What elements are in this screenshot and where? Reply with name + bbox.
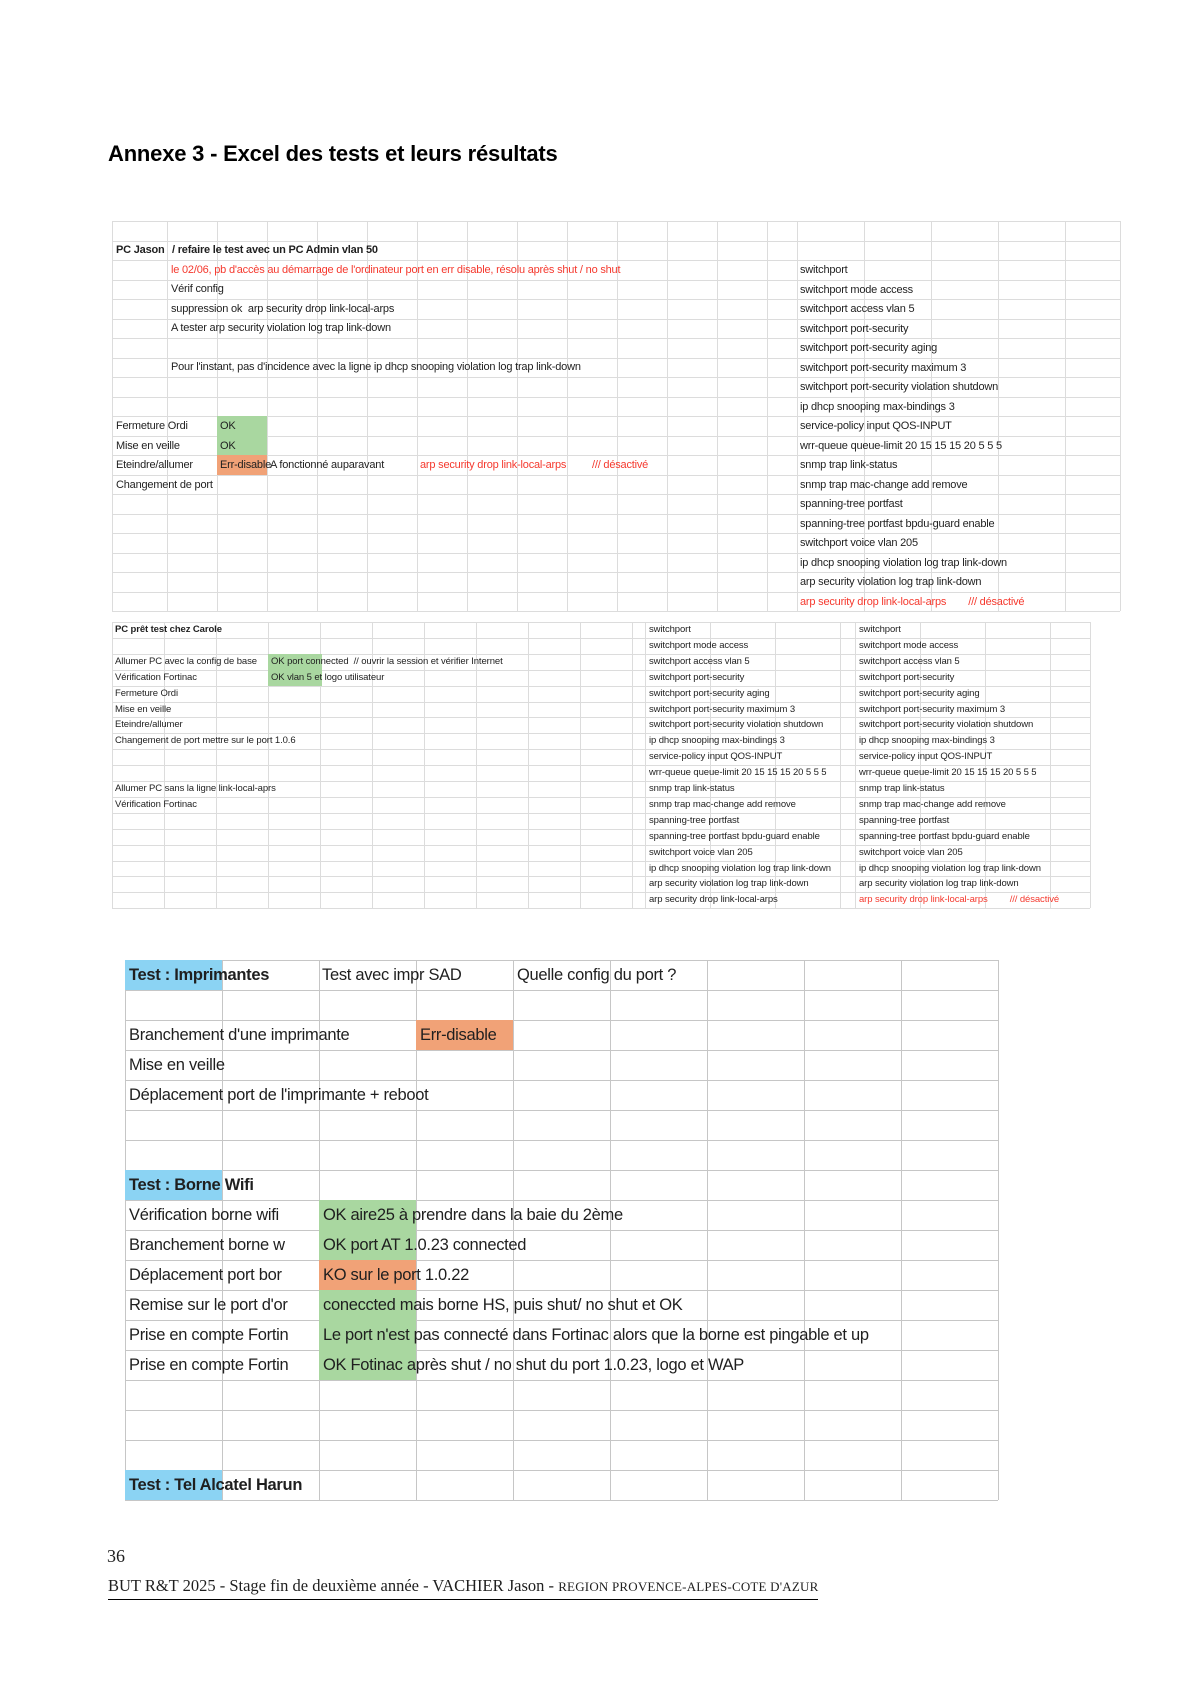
sheet1-command-cell-disabled [800, 592, 1024, 612]
sheet1-command-cell: switchport port-security aging [800, 342, 938, 354]
sheet3-wifi-title: Test : Borne Wifi [129, 1176, 254, 1194]
sheet1-test-result: Err-disable [220, 459, 271, 471]
sheet2-row-label: Allumer PC sans la ligne link-local-aprs [115, 783, 276, 794]
sheet3-gridline-h [125, 1380, 998, 1381]
sheet2-row-label: Fermeture Ordi [115, 688, 179, 699]
sheet2-gridline-v [528, 622, 529, 908]
sheet1-gridline-v [717, 221, 718, 611]
sheet3-gridline-v [610, 960, 611, 1500]
sheet3-wifi-row-label: Vérification borne wifi [129, 1206, 279, 1224]
sheet3-wifi-row-value: Le port n'est pas connecté dans Fortinac alors que la borne est pingable et up [323, 1326, 869, 1344]
sheet2-col2-command-cell: switchport mode access [859, 639, 959, 651]
sheet1-test-label: Fermeture Ordi [116, 420, 188, 432]
sheet1-gridline-v [667, 221, 668, 611]
sheet2-col1-command-cell: switchport port-security violation shutdown [649, 719, 824, 731]
sheet3-gridline-h [125, 990, 998, 991]
sheet2-col2-command-cell: switchport [859, 624, 901, 635]
sheet1-note-incidence: Pour l'instant, pas d'incidence avec la ligne ip dhcp snooping violation log trap link-down [171, 361, 581, 373]
sheet3-wifi-row-label: Branchement borne w [129, 1236, 285, 1254]
sheet2-row-label: Changement de port mettre sur le port 1.0.6 [115, 735, 296, 746]
sheet2-col1-command-cell: snmp trap mac-change add remove [649, 798, 796, 810]
sheet1-command-cell: switchport [800, 264, 848, 276]
sheet2-col2-command-cell: spanning-tree portfast [859, 814, 950, 826]
sheet1-note-a-tester: A tester arp security violation log trap link-down [171, 322, 391, 334]
sheet3-gridline-h [125, 1050, 998, 1051]
sheet2-row-label: Vérification Fortinac [115, 672, 197, 683]
sheet2-col2-command-cell: switchport voice vlan 205 [859, 846, 963, 858]
sheet2-col1-command-cell: switchport [649, 624, 691, 635]
sheet1-test-red-note: arp security drop link-local-arps [420, 459, 567, 471]
sheet3-imprimantes-row-label: Mise en veille [129, 1056, 225, 1074]
sheet2-col1-command-cell: spanning-tree portfast [649, 814, 740, 826]
sheet3-gridline-v [998, 960, 999, 1500]
sheet2-row-label: Vérification Fortinac [115, 799, 197, 810]
sheet3-imprimantes-row-label: Déplacement port de l'imprimante + reboot [129, 1086, 429, 1104]
sheet1-command-cell: ip dhcp snooping max-bindings 3 [800, 400, 955, 413]
footer-region: REGION PROVENCE-ALPES-COTE D'AZUR [558, 1579, 819, 1594]
sheet3-gridline-v [125, 960, 126, 1500]
sheet1-note-suppression: suppression ok arp security drop link-local-arps [171, 303, 395, 315]
page-title: Annexe 3 - Excel des tests et leurs résultats [108, 141, 558, 166]
sheet1-command-cell: switchport access vlan 5 [800, 303, 915, 315]
sheet3-wifi-row-value: OK aire25 à prendre dans la baie du 2ème [323, 1206, 623, 1224]
sheet3-gridline-v [901, 960, 902, 1500]
sheet2-col1-command-cell: switchport access vlan 5 [649, 655, 750, 667]
sheet3-gridline-h [125, 1440, 998, 1441]
sheet2-col1-command-cell: switchport voice vlan 205 [649, 846, 753, 858]
sheet1-command-cell: switchport mode access [800, 283, 913, 296]
sheet3-wifi-row-value: coneccted mais borne HS, puis shut/ no shut et OK [323, 1296, 683, 1314]
sheet3-gridline-h [125, 1410, 998, 1411]
sheet1-command-cell: switchport port-security violation shutdown [800, 381, 999, 393]
sheet1-command-cell: ip dhcp snooping violation log trap link-down [800, 556, 1007, 569]
sheet1-test-label: Mise en veille [116, 439, 180, 452]
sheet2-col2-command-cell: switchport access vlan 5 [859, 655, 960, 667]
sheet2-col2-command-cell: switchport port-security violation shutdown [859, 719, 1034, 731]
sheet1-command-cell: snmp trap link-status [800, 459, 898, 471]
sheet2-gridline-v [645, 622, 646, 908]
sheet2-col2-last-command: arp security drop link-local-arps [859, 894, 988, 906]
sheet1-gridline-h [112, 338, 1120, 339]
sheet3-wifi-row-label: Remise sur le port d'or [129, 1296, 288, 1314]
sheet2-row-label: Eteindre/allumer [115, 719, 183, 730]
sheet2-col1-command-cell: switchport port-security [649, 671, 745, 683]
sheet2-col1-command-cell: service-policy input QOS-INPUT [649, 751, 783, 763]
sheet1-gridline-v [112, 221, 113, 611]
sheet1-test-label: Eteindre/allumer [116, 459, 193, 471]
footer [108, 1576, 818, 1600]
sheet2-col2-command-cell: arp security violation log trap link-down [859, 878, 1019, 890]
sheet2-col2-command-cell: switchport port-security maximum 3 [859, 703, 1005, 715]
sheet2-title: PC prêt test chez Carole [115, 624, 222, 635]
sheet3-wifi-row-label: Déplacement port bor [129, 1266, 282, 1284]
sheet3-gridline-h [125, 1140, 998, 1141]
sheet1-gridline-h [112, 221, 1120, 222]
sheet3-gridline-h [125, 1110, 998, 1111]
sheet2-gridline-v [855, 622, 856, 908]
sheet1-gridline-v [1065, 221, 1066, 611]
sheet1-command-cell: switchport voice vlan 205 [800, 537, 918, 549]
sheet2-col2-command-cell: switchport port-security [859, 671, 955, 683]
sheet2-gridline-v [580, 622, 581, 908]
sheet2-col1-command-cell: ip dhcp snooping max-bindings 3 [649, 735, 785, 747]
sheet2-col1-command-cell: wrr-queue queue-limit 20 15 15 15 20 5 5 5 [649, 767, 827, 779]
sheet2-col2-command-cell-disabled [859, 892, 1059, 908]
sheet2-col2-command-cell: ip dhcp snooping violation log trap link-down [859, 862, 1041, 874]
sheet3-imprimantes-col2: Test avec impr SAD [322, 966, 462, 984]
sheet3-imprimantes-title: Test : Imprimantes [129, 966, 270, 984]
sheet2-gridline-v [840, 622, 841, 908]
sheet1-test-result: OK [220, 439, 236, 452]
sheet2-col1-command-cell: spanning-tree portfast bpdu-guard enable [649, 830, 820, 842]
sheet2-col2-disabled-flag: /// désactivé [1009, 894, 1060, 906]
sheet2-gridline-v [632, 622, 633, 908]
sheet2-row-value: OK vlan 5 et logo utilisateur [271, 672, 385, 683]
sheet1-gridline-v [1120, 221, 1121, 611]
sheet2-col2-command-cell: switchport port-security aging [859, 687, 980, 699]
sheet2-gridline-v [1050, 622, 1051, 908]
sheet1-gridline-v [797, 221, 798, 611]
sheet1-test-disabled-flag: /// désactivé [592, 459, 649, 471]
sheet1-title-note: / refaire le test avec un PC Admin vlan 50 [172, 244, 378, 256]
sheet2-row-label: Allumer PC avec la config de base [115, 656, 257, 667]
sheet2-gridline-h [112, 622, 1090, 623]
sheet1-gridline-v [767, 221, 768, 611]
sheet1-command-cell: switchport port-security [800, 322, 909, 335]
sheet1-test-note: A fonctionné auparavant [270, 459, 385, 471]
sheet2-col1-command-cell: ip dhcp snooping violation log trap link-down [649, 862, 831, 874]
sheet1-test-result: OK [220, 420, 236, 432]
sheet2-col1-command-cell: switchport port-security maximum 3 [649, 703, 795, 715]
sheet2-gridline-v [112, 622, 113, 908]
sheet3-tel-title: Test : Tel Alcatel Harun [129, 1476, 303, 1494]
sheet2-col2-command-cell: spanning-tree portfast bpdu-guard enable [859, 830, 1030, 842]
sheet2-col1-command-cell: arp security violation log trap link-down [649, 878, 809, 890]
sheet1-alert-note: le 02/06, pb d'accès au démarrage de l'ordinateur port en err disable, résolu après shut / no shut [171, 264, 621, 276]
sheet1-title: PC Jason [116, 244, 165, 256]
sheet3-wifi-row-value: OK port AT 1.0.23 connected [323, 1236, 527, 1254]
sheet3-wifi-row-value: KO sur le port 1.0.22 [323, 1266, 469, 1284]
sheet2-gridline-h [112, 908, 1090, 909]
sheet1-command-cell: spanning-tree portfast bpdu-guard enable [800, 517, 995, 530]
sheet2-col2-command-cell: snmp trap link-status [859, 783, 945, 794]
sheet3-gridline-h [125, 1500, 998, 1501]
sheet2-col2-command-cell: ip dhcp snooping max-bindings 3 [859, 735, 995, 747]
sheet1-command-cell: spanning-tree portfast [800, 498, 903, 510]
sheet1-command-cell: service-policy input QOS-INPUT [800, 420, 952, 432]
sheet2-col2-command-cell: wrr-queue queue-limit 20 15 15 15 20 5 5 5 [859, 767, 1037, 779]
sheet3-wifi-row-value: OK Fotinac après shut / no shut du port 1.0.23, logo et WAP [323, 1356, 745, 1374]
sheet2-col2-command-cell: service-policy input QOS-INPUT [859, 751, 993, 763]
sheet1-note-verif: Vérif config [171, 283, 224, 295]
sheet2-col1-command-cell: switchport port-security aging [649, 687, 770, 699]
sheet1-command-cell: arp security violation log trap link-down [800, 576, 982, 588]
sheet2-gridline-v [1090, 622, 1091, 908]
sheet1-last-command: arp security drop link-local-arps [800, 595, 947, 608]
sheet3-imprimantes-row-label: Branchement d'une imprimante [129, 1026, 350, 1044]
sheet2-col1-command-cell: snmp trap link-status [649, 783, 735, 794]
sheet1-test-label: Changement de port [116, 478, 213, 491]
sheet1-disabled-flag: /// désactivé [968, 595, 1025, 608]
sheet1-command-cell: wrr-queue queue-limit 20 15 15 15 20 5 5 5 [800, 439, 1002, 452]
sheet3-imprimantes-row-value: Err-disable [420, 1026, 497, 1044]
sheet3-imprimantes-col3: Quelle config du port ? [517, 966, 677, 984]
sheet2-col2-command-cell: snmp trap mac-change add remove [859, 798, 1006, 810]
sheet3-gridline-v [804, 960, 805, 1500]
sheet1-gridline-h [112, 494, 1120, 495]
sheet2-col1-command-cell: switchport mode access [649, 639, 749, 651]
page-number: 36 [107, 1546, 125, 1566]
sheet1-command-cell: switchport port-security maximum 3 [800, 361, 967, 374]
sheet3-gridline-h [125, 1170, 998, 1171]
footer-text: BUT R&T 2025 - Stage fin de deuxième année - VACHIER Jason - [108, 1576, 559, 1595]
sheet2-row-label: Mise en veille [115, 704, 172, 715]
sheet1-command-cell: snmp trap mac-change add remove [800, 478, 968, 491]
sheet3-wifi-row-label: Prise en compte Fortin [129, 1326, 289, 1344]
sheet2-row-value: OK port connected // ouvrir la session et vérifier Internet [271, 656, 503, 667]
sheet3-wifi-row-label: Prise en compte Fortin [129, 1356, 289, 1374]
sheet3-gridline-v [707, 960, 708, 1500]
sheet2-col1-command-cell: arp security drop link-local-arps [649, 894, 778, 906]
